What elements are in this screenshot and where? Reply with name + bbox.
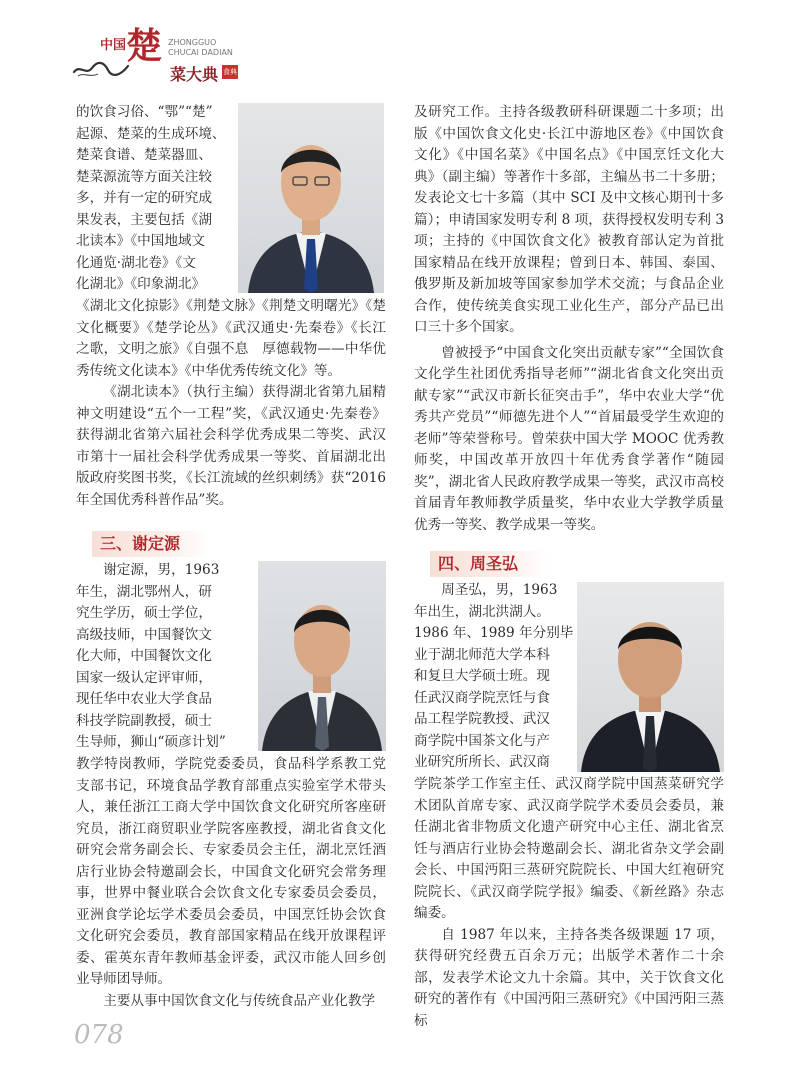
portrait-photo-3 xyxy=(258,561,386,751)
person-portrait-icon xyxy=(238,103,384,293)
logo-pinyin-line2: CHUCAI DADIAN xyxy=(168,48,233,57)
text-line: 业研究所所长、武汉商 xyxy=(414,754,550,770)
paragraph: 《湖北文化掠影》《荆楚文脉》《荆楚文明曙光》《楚文化概要》《楚学论丛》《武汉通史·先秦卷》《长江之歌，文明之旅》《自强不息 厚德载物——中华优秀传统文化读本》《中华优秀传统文化》等。 xyxy=(76,298,386,379)
text-line: 化湖北》《印象湖北》 xyxy=(76,276,206,292)
person-portrait-icon xyxy=(577,582,724,772)
logo-seal-stamp: 食典 xyxy=(222,65,238,79)
left-full-text-3 xyxy=(76,754,386,1012)
logo-china-text: 中国 xyxy=(100,38,127,53)
section-heading-3: 三、谢定源 xyxy=(92,531,210,557)
text-line: 和复旦大学硕士班。现 xyxy=(414,668,550,684)
text-line: 任武汉商学院烹饪与食 xyxy=(414,689,550,706)
text-line: 国家一级认定评审师， xyxy=(76,669,212,686)
paragraph: 主要从事中国饮食文化与传统食品产业化教学 xyxy=(103,992,376,1009)
magazine-logo xyxy=(72,25,242,88)
text-line: 的饮食习俗、“鄂”“楚” xyxy=(76,104,213,120)
text-line: 现任华中农业大学食品 xyxy=(76,691,212,707)
right-wrap-text-4 xyxy=(414,580,574,774)
paragraph: 及研究工作。主持各级教研科研课题二十多项；出版《中国饮食文化史·长江中游地区卷》《中国饮食文化》《中国名菜》《中国名点》《中国烹饪文化大典》（副主编）等著作十多部，主编丛书二十多册；发表论文七十多篇（其中 SCI 及中文核心期刊十多篇）；申请国家发明专利 8 项，获得授权发明专利 3 项；主持的《中国饮食文化》被教育部认定为首批国家精品在线开放课程；曾到日本、韩国、泰国、俄罗斯及新加坡等国家参加学术交流；与食品企业合作，使传统美食实现工业化生产，部分产品已出口三十多个国家。 xyxy=(414,104,724,335)
text-line: 多，并有一定的研究成 xyxy=(76,190,212,206)
text-line: 化通览·湖北卷》《文 xyxy=(76,254,196,271)
text-line: 究生学历，硕士学位， xyxy=(76,605,212,621)
paragraph: 自 1987 年以来，主持各类各级课题 17 项，获得研究经费五百余万元；出版学术著作二十余部，发表学术论文九十余篇。其中，关于饮食文化研究的著作有《中国沔阳三蒸研究》《中国沔阳三蒸标 xyxy=(414,926,724,1029)
text-line: 果发表，主要包括《湖 xyxy=(76,211,212,228)
logo-subtitle: 菜大典 xyxy=(170,65,219,84)
paragraph: 学院茶学工作室主任、武汉商学院中国蒸菜研究学术团队首席专家、武汉商学院学术委员会委员，兼任湖北省非物质文化遗产研究中心主任、湖北省烹饪与酒店行业协会特邀副会长、湖北省杂文学会副会长、中国沔阳三蒸研究院院长、中国大红袍研究院院长、《武汉商学院学报》编委、《新丝路》杂志编委。 xyxy=(414,776,724,921)
text-line: 周圣弘，男，1963 xyxy=(441,582,558,598)
text-line: 品工程学院教授、武汉 xyxy=(414,711,550,727)
text-line: 楚菜食谱、楚菜器皿、 xyxy=(76,147,212,163)
text-line: 业于湖北师范大学本科 xyxy=(414,646,550,663)
left-wrap-text-1 xyxy=(76,102,226,296)
text-line: 年生，湖北鄂州人，研 xyxy=(76,583,212,600)
logo-pinyin-line1: ZHONGGUO xyxy=(168,38,217,47)
right-text-top xyxy=(414,102,724,536)
text-line: 化大师，中国餐饮文化 xyxy=(76,648,212,664)
ink-brush-icon xyxy=(72,58,132,80)
text-line: 高级技师，中国餐饮文 xyxy=(76,626,212,643)
paragraph: 《湖北读本》（执行主编）获得湖北省第九届精神文明建设“五个一工程”奖，《武汉通史·先秦卷》获得湖北省第六届社会科学优秀成果二等奖、武汉市第十一届社会科学优秀成果一等奖、首届湖北出版政府奖图书奖，《长江流域的丝织刺绣》获“2016 年全国优秀科普作品”奖。 xyxy=(76,384,386,508)
text-line: 谢定源，男，1963 xyxy=(103,562,220,578)
right-full-text-4 xyxy=(414,774,724,1032)
text-line: 北读本》《中国地域文 xyxy=(76,233,206,249)
text-line: 科技学院副教授，硕士 xyxy=(76,712,212,729)
page-number: 078 xyxy=(74,1020,124,1050)
portrait-photo-4 xyxy=(577,582,724,772)
text-line: 生导师，狮山“硕彦计划” xyxy=(76,734,226,750)
person-portrait-icon xyxy=(258,561,386,751)
portrait-photo-1 xyxy=(238,103,384,293)
text-line: 商学院中国茶文化与产 xyxy=(414,732,550,749)
text-line: 起源、楚菜的生成环境、 xyxy=(76,125,226,142)
paragraph: 曾被授予“中国食文化突出贡献专家”“全国饮食文化学生社团优秀指导老师”“湖北省食文化突出贡献专家”“武汉市新长征突击手”，华中农业大学“优秀共产党员”“师德先进个人”“首届最受学生欢迎的老师”等荣誉称号。曾荣获中国大学 MOOC 优秀教师奖，中国改革开放四十年优秀食学著作“随园奖”，湖北省人民政府教学成果一等奖，武汉市高校首届青年教师教学质量奖，华中农业大学教学质量优秀一等奖、教学成果一等奖。 xyxy=(414,344,724,533)
text-line: 年出生，湖北洪湖人。 xyxy=(414,603,550,620)
text-line: 楚菜源流等方面关注较 xyxy=(76,168,212,185)
text-line: 1986 年、1989 年分别毕 xyxy=(414,625,574,641)
logo-chu-character: 楚 xyxy=(126,25,163,67)
left-wrap-text-3 xyxy=(76,560,256,754)
paragraph: 教学特岗教师，学院党委委员，食品科学系教工党支部书记，环境食品学教育部重点实验室学术带头人，兼任浙江工商大学中国饮食文化研究所客座研究员，浙江商贸职业学院客座教授，湖北省食文化研究会常务副会长、专家委员会主任，湖北烹饪酒店行业协会特邀副会长，中国食文化研究会常务理事，世界中餐业联合会饮食文化专家委员会委员，亚洲食学论坛学术委员会委员，中国烹饪协会饮食文化研究会委员，教育部国家精品在线开放课程评委、霍英东青年教师基金评委，武汉市能人回乡创业导师团导师。 xyxy=(76,756,386,987)
section-heading-4: 四、周圣弘 xyxy=(430,551,548,577)
left-full-text-1 xyxy=(76,296,386,511)
